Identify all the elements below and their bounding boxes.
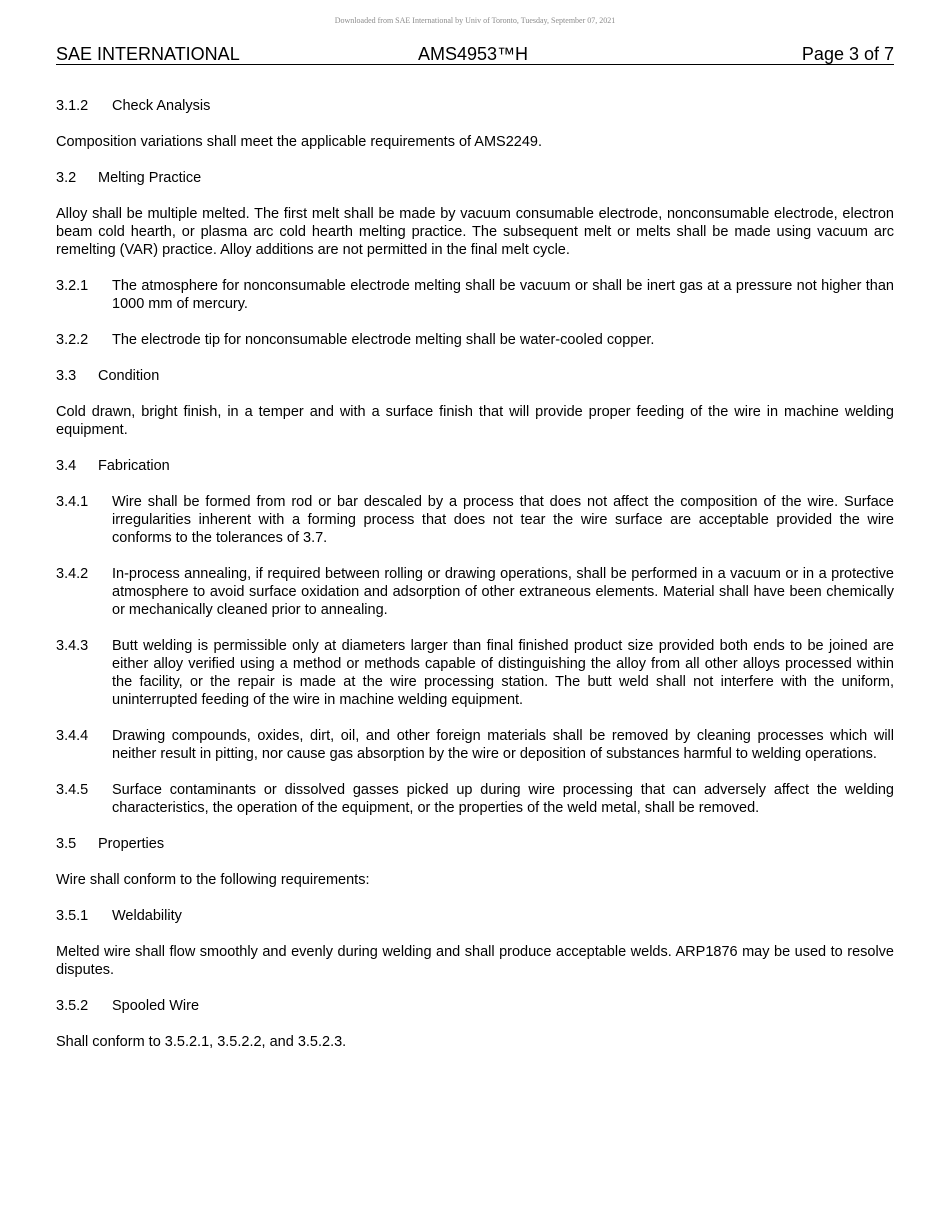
item-3-2-2 bbox=[56, 331, 894, 349]
item-3-4-3 bbox=[56, 637, 894, 709]
section-number: 3.2.2 bbox=[56, 332, 89, 348]
paragraph-3-5: Wire shall conform to the following requirements: bbox=[56, 872, 370, 888]
item-3-4-2 bbox=[56, 565, 894, 619]
item-3-2-1 bbox=[56, 277, 894, 313]
item-text: Surface contaminants or dissolved gasses picked up during wire processing that can adversely affect the welding characteristics, the operation of the equipment, or the properties of the weld metal, shall be removed. bbox=[112, 782, 894, 816]
section-title: Melting Practice bbox=[98, 170, 202, 186]
paragraph-3-1-2: Composition variations shall meet the applicable requirements of AMS2249. bbox=[56, 134, 543, 150]
section-number: 3.5 bbox=[56, 836, 77, 852]
item-3-4-5 bbox=[56, 781, 894, 817]
item-text: In-process annealing, if required between rolling or drawing operations, shall be performed in a vacuum or in a protective atmosphere to avoid surface oxidation and adsorption of other extraneous elements. Material shall have been chemically or mechanically cleaned prior to annealing. bbox=[112, 566, 894, 618]
section-number: 3.4 bbox=[56, 458, 77, 474]
section-number: 3.5.2 bbox=[56, 998, 89, 1014]
download-watermark: Downloaded from SAE International by Univ of Toronto, Tuesday, September 07, 2021 bbox=[334, 16, 616, 25]
item-text: Wire shall be formed from rod or bar descaled by a process that does not affect the composition of the wire. Surface irregularities inherent with a forming process that does not tear the wire surface are acceptable provided the wire conforms to the tolerances of 3.7. bbox=[112, 494, 894, 546]
section-title: Spooled Wire bbox=[112, 998, 200, 1014]
section-title: Check Analysis bbox=[112, 98, 211, 114]
heading-3-5 bbox=[56, 835, 894, 853]
item-3-4-4 bbox=[56, 727, 894, 763]
section-number: 3.4.3 bbox=[56, 638, 89, 654]
section-number: 3.2 bbox=[56, 170, 77, 186]
section-number: 3.5.1 bbox=[56, 908, 89, 924]
section-title: Properties bbox=[98, 836, 165, 852]
section-number: 3.2.1 bbox=[56, 278, 89, 294]
header-org: SAE INTERNATIONAL bbox=[56, 44, 240, 64]
item-3-4-1 bbox=[56, 493, 894, 547]
page-header bbox=[56, 44, 894, 65]
paragraph-3-5-1: Melted wire shall flow smoothly and evenly during welding and shall produce acceptable welds. ARP1876 may be used to resolve disputes. bbox=[56, 944, 894, 978]
section-number: 3.1.2 bbox=[56, 98, 89, 114]
section-number: 3.4.5 bbox=[56, 782, 89, 798]
item-text: The atmosphere for nonconsumable electrode melting shall be vacuum or shall be inert gas at a pressure not higher than 1000 mm of mercury. bbox=[112, 278, 894, 312]
item-text: Butt welding is permissible only at diameters larger than final finished product size provided both ends to be joined are either alloy verified using a method or methods capable of distinguishing the alloy from all other alloys processed within the facility, or the repair is made at the wire processing station. The butt weld shall not interfere with the uniform, uninterrupted feeding of the wire in machine welding equipment. bbox=[112, 638, 894, 708]
heading-3-5-1 bbox=[56, 907, 894, 925]
header-doc-id: AMS4953™H bbox=[418, 44, 529, 64]
section-title: Condition bbox=[98, 368, 160, 384]
item-text: Drawing compounds, oxides, dirt, oil, and other foreign materials shall be removed by cleaning processes which will neither result in pitting, nor cause gas absorption by the wire or deposition of substances harmful to welding operations. bbox=[112, 728, 894, 762]
heading-3-3 bbox=[56, 367, 894, 385]
heading-3-2 bbox=[56, 169, 894, 187]
section-number: 3.4.2 bbox=[56, 566, 89, 582]
section-number: 3.3 bbox=[56, 368, 77, 384]
section-number: 3.4.1 bbox=[56, 494, 89, 510]
heading-3-1-2 bbox=[56, 97, 894, 115]
paragraph-3-5-2: Shall conform to 3.5.2.1, 3.5.2.2, and 3.5.2.3. bbox=[56, 1034, 347, 1050]
heading-3-5-2 bbox=[56, 997, 894, 1015]
section-title: Weldability bbox=[112, 908, 182, 924]
paragraph-3-2: Alloy shall be multiple melted. The first melt shall be made by vacuum consumable electrode, nonconsumable electrode, electron beam cold hearth, or plasma arc cold hearth melting practice. The subsequent melt or melts shall be made using vacuum arc remelting (VAR) practice. Alloy additions are not permitted in the final melt cycle. bbox=[56, 206, 894, 258]
section-title: Fabrication bbox=[98, 458, 170, 474]
item-text: The electrode tip for nonconsumable electrode melting shall be water-cooled copper. bbox=[112, 332, 655, 348]
document-body bbox=[56, 97, 894, 1069]
section-number: 3.4.4 bbox=[56, 728, 89, 744]
heading-3-4 bbox=[56, 457, 894, 475]
header-page-number: Page 3 of 7 bbox=[801, 44, 894, 64]
paragraph-3-3: Cold drawn, bright finish, in a temper and with a surface finish that will provide proper feeding of the wire in machine welding equipment. bbox=[56, 404, 894, 438]
